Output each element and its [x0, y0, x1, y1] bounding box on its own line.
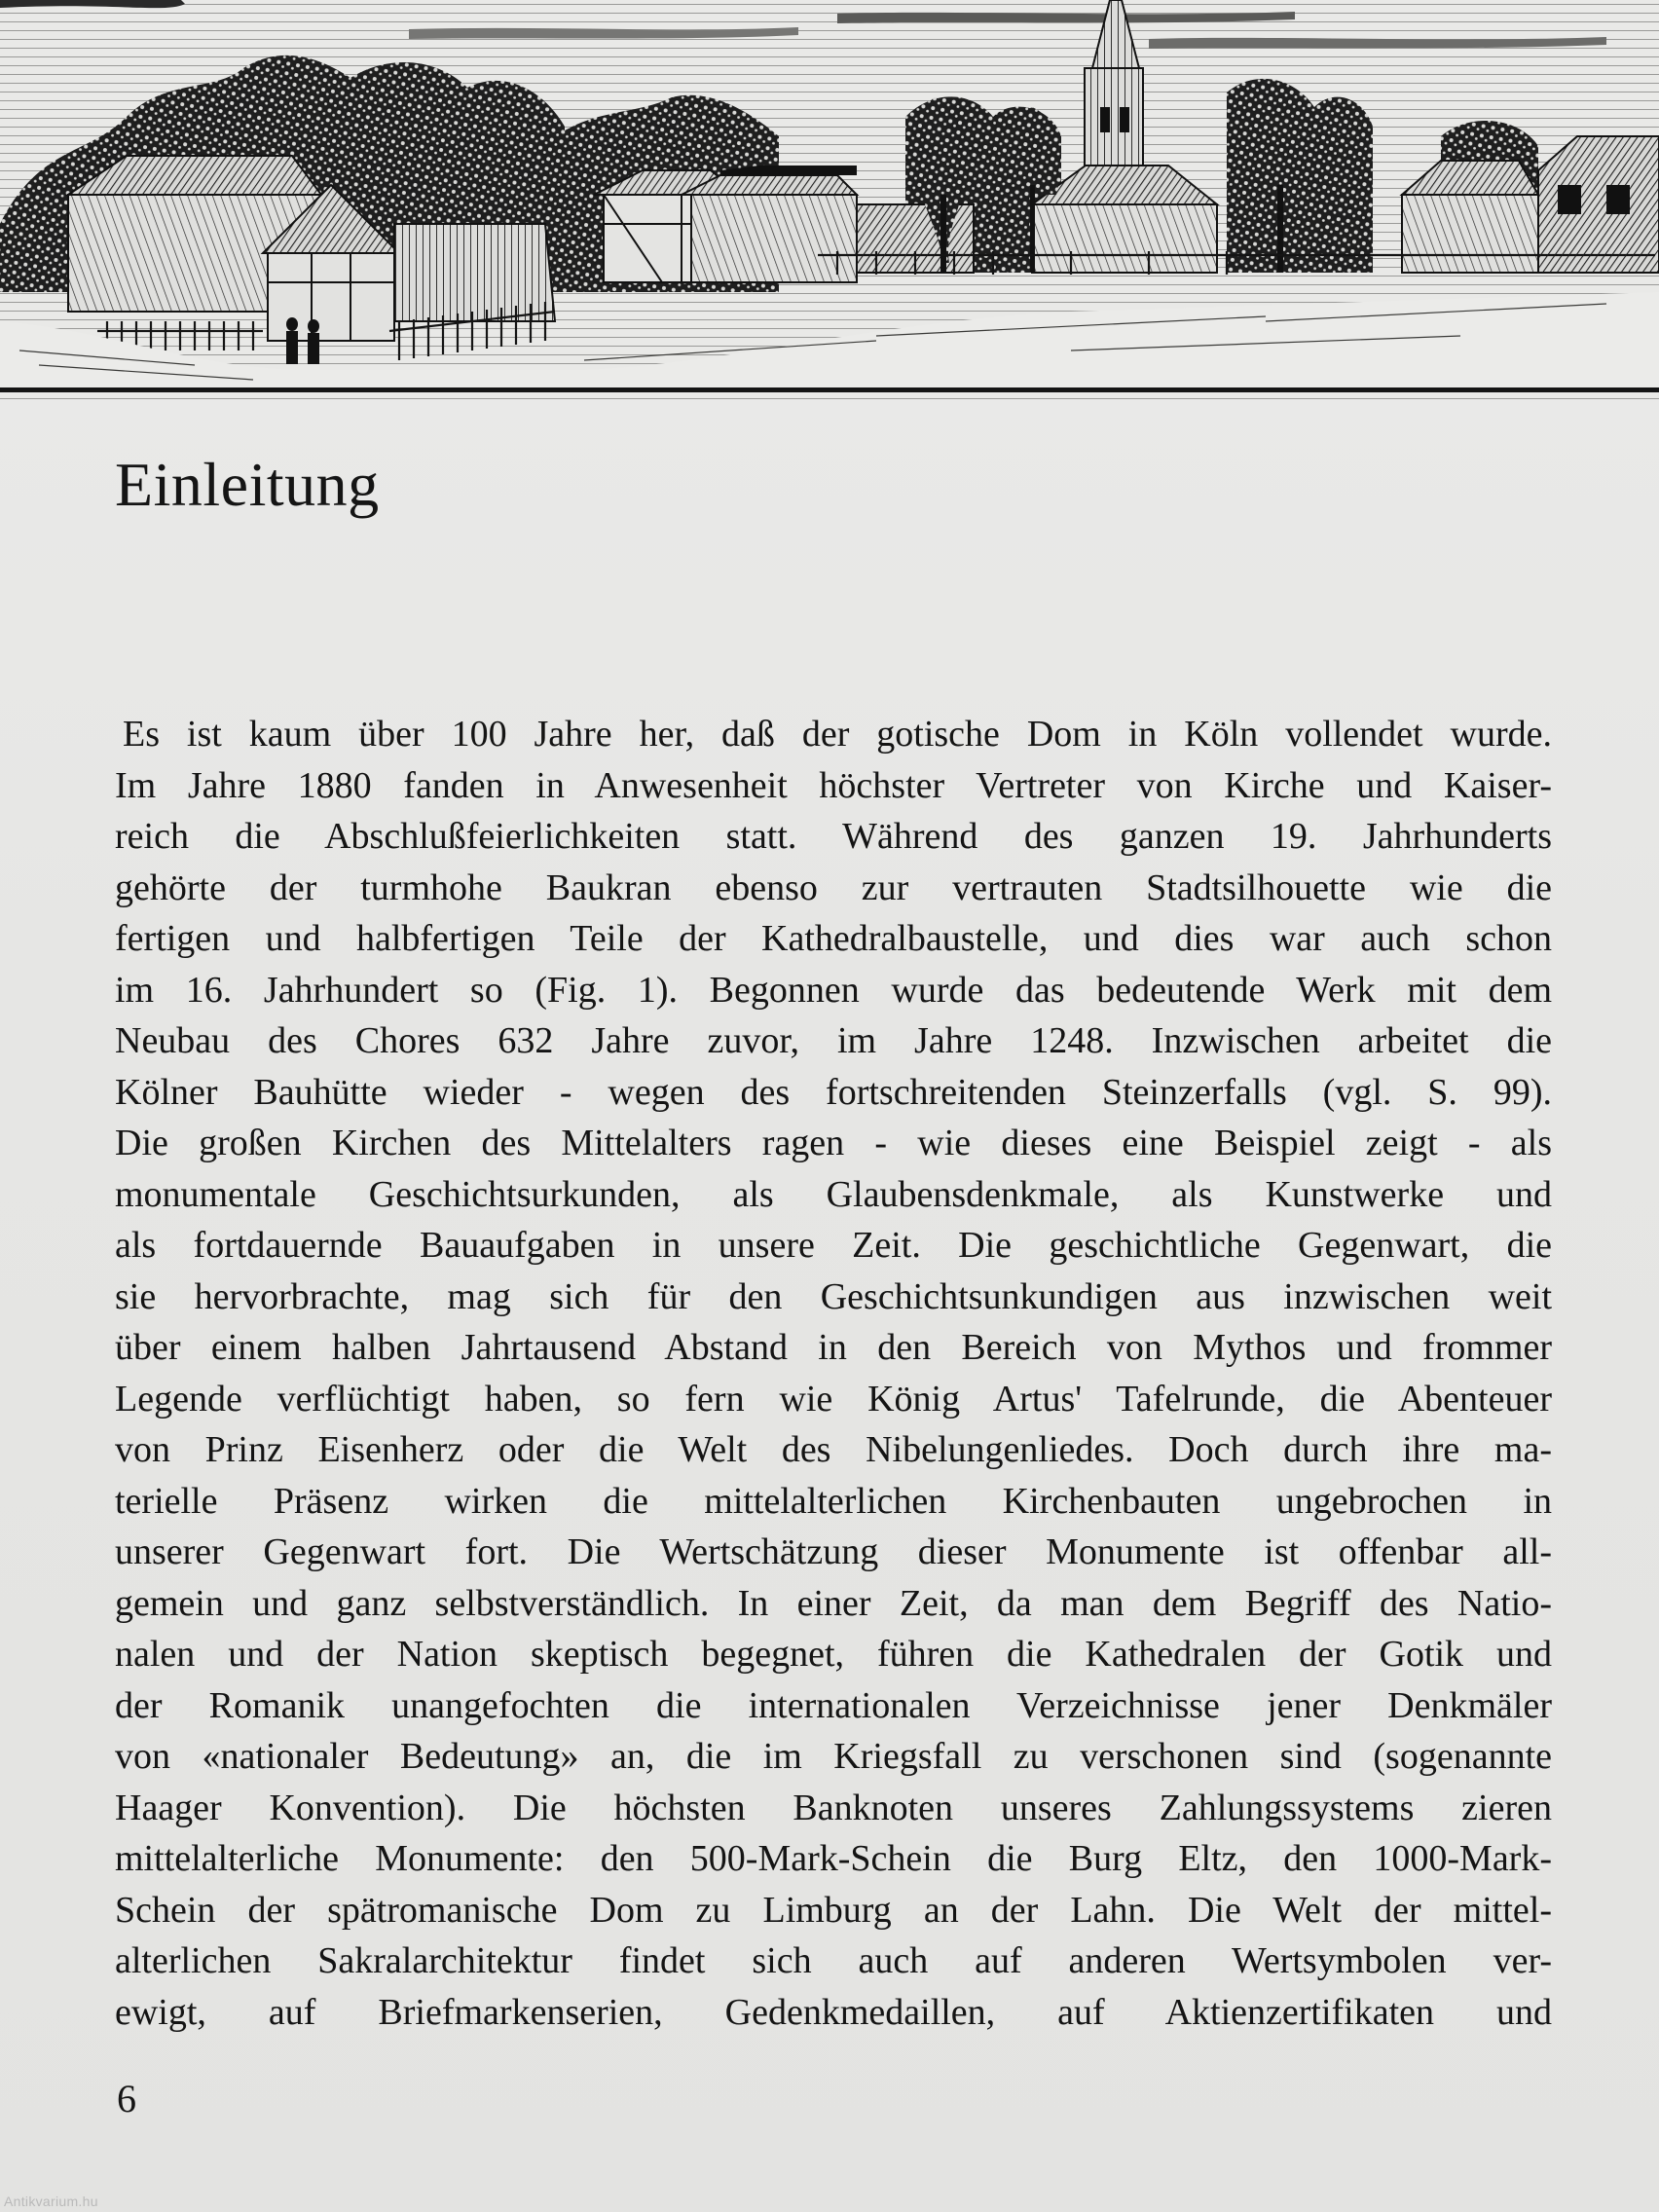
- text-line: Schein der spätromanische Dom zu Limburg an der Lahn. Die Welt der mittel-: [115, 1889, 1552, 1931]
- text-line: Im Jahre 1880 fanden in Anwesenheit höchster Vertreter von Kirche und Kaiser-: [115, 764, 1552, 806]
- text-line: terielle Präsenz wirken die mittelalterlichen Kirchenbauten ungebrochen in: [115, 1480, 1552, 1522]
- text-line: monumentale Geschichtsurkunden, als Glaubensdenkmale, als Kunstwerke und: [115, 1173, 1552, 1215]
- text-line: nalen und der Nation skeptisch begegnet, führen die Kathedralen der Gotik und: [115, 1634, 1552, 1675]
- text-line: fertigen und halbfertigen Teile der Kathedralbaustelle, und dies war auch schon: [115, 918, 1552, 959]
- text-line: von Prinz Eisenherz oder die Welt des Nibelungenliedes. Doch durch ihre ma-: [115, 1429, 1552, 1470]
- text-line: unserer Gegenwart fort. Die Wertschätzung dieser Monumente ist offenbar all-: [115, 1531, 1552, 1572]
- page-number: 6: [117, 2077, 136, 2120]
- watermark: Antikvarium.hu: [4, 2194, 98, 2209]
- text-line: gehörte der turmhohe Baukran ebenso zur vertrauten Stadtsilhouette wie die: [115, 866, 1552, 908]
- text-line: der Romanik unangefochten die internationalen Verzeichnisse jener Denkmäler: [115, 1684, 1552, 1726]
- text-line: Kölner Bauhütte wieder - wegen des fortschreitenden Steinzerfalls (vgl. S. 99).: [115, 1071, 1552, 1113]
- text-line: über einem halben Jahrtausend Abstand in den Bereich von Mythos und frommer: [115, 1327, 1552, 1368]
- text-line: Neubau des Chores 632 Jahre zuvor, im Jahre 1248. Inzwischen arbeitet die: [115, 1020, 1552, 1061]
- section-title: Einleitung: [115, 450, 380, 519]
- text-line: reich die Abschlußfeierlichkeiten statt. Während des ganzen 19. Jahrhunderts: [115, 816, 1552, 857]
- text-line: von «nationaler Bedeutung» an, die im Kriegsfall zu verschonen sind (sogenannte: [115, 1736, 1552, 1777]
- body-text: [115, 709, 1552, 2038]
- text-line: alterlichen Sakralarchitektur findet sich auch auf anderen Wertsymbolen ver-: [115, 1940, 1552, 1981]
- text-line: im 16. Jahrhundert so (Fig. 1). Begonnen wurde das bedeutende Werk mit dem: [115, 969, 1552, 1011]
- text-line: Es ist kaum über 100 Jahre her, daß der gotische Dom in Köln vollendet wurde.: [123, 714, 1552, 755]
- text-line: Die großen Kirchen des Mittelalters ragen - wie dieses eine Beispiel zeigt - als: [115, 1123, 1552, 1163]
- text-line: gemein und ganz selbstverständlich. In einer Zeit, da man dem Begriff des Natio-: [115, 1582, 1552, 1624]
- text-line: sie hervorbrachte, mag sich für den Geschichtsunkundigen aus inzwischen weit: [115, 1275, 1552, 1317]
- text-line: mittelalterliche Monumente: den 500-Mark-Schein die Burg Eltz, den 1000-Mark-: [115, 1838, 1552, 1879]
- village-engraving-illustration: [0, 0, 1659, 399]
- text-line: Legende verflüchtigt haben, so fern wie König Artus' Tafelrunde, die Abenteuer: [115, 1378, 1552, 1419]
- text-line: Haager Konvention). Die höchsten Banknoten unseres Zahlungssystems zieren: [115, 1787, 1552, 1828]
- text-line: als fortdauernde Bauaufgaben in unsere Zeit. Die geschichtliche Gegenwart, die: [115, 1225, 1552, 1266]
- text-line: ewigt, auf Briefmarkenserien, Gedenkmedaillen, auf Aktienzertifikaten und: [115, 1991, 1552, 2033]
